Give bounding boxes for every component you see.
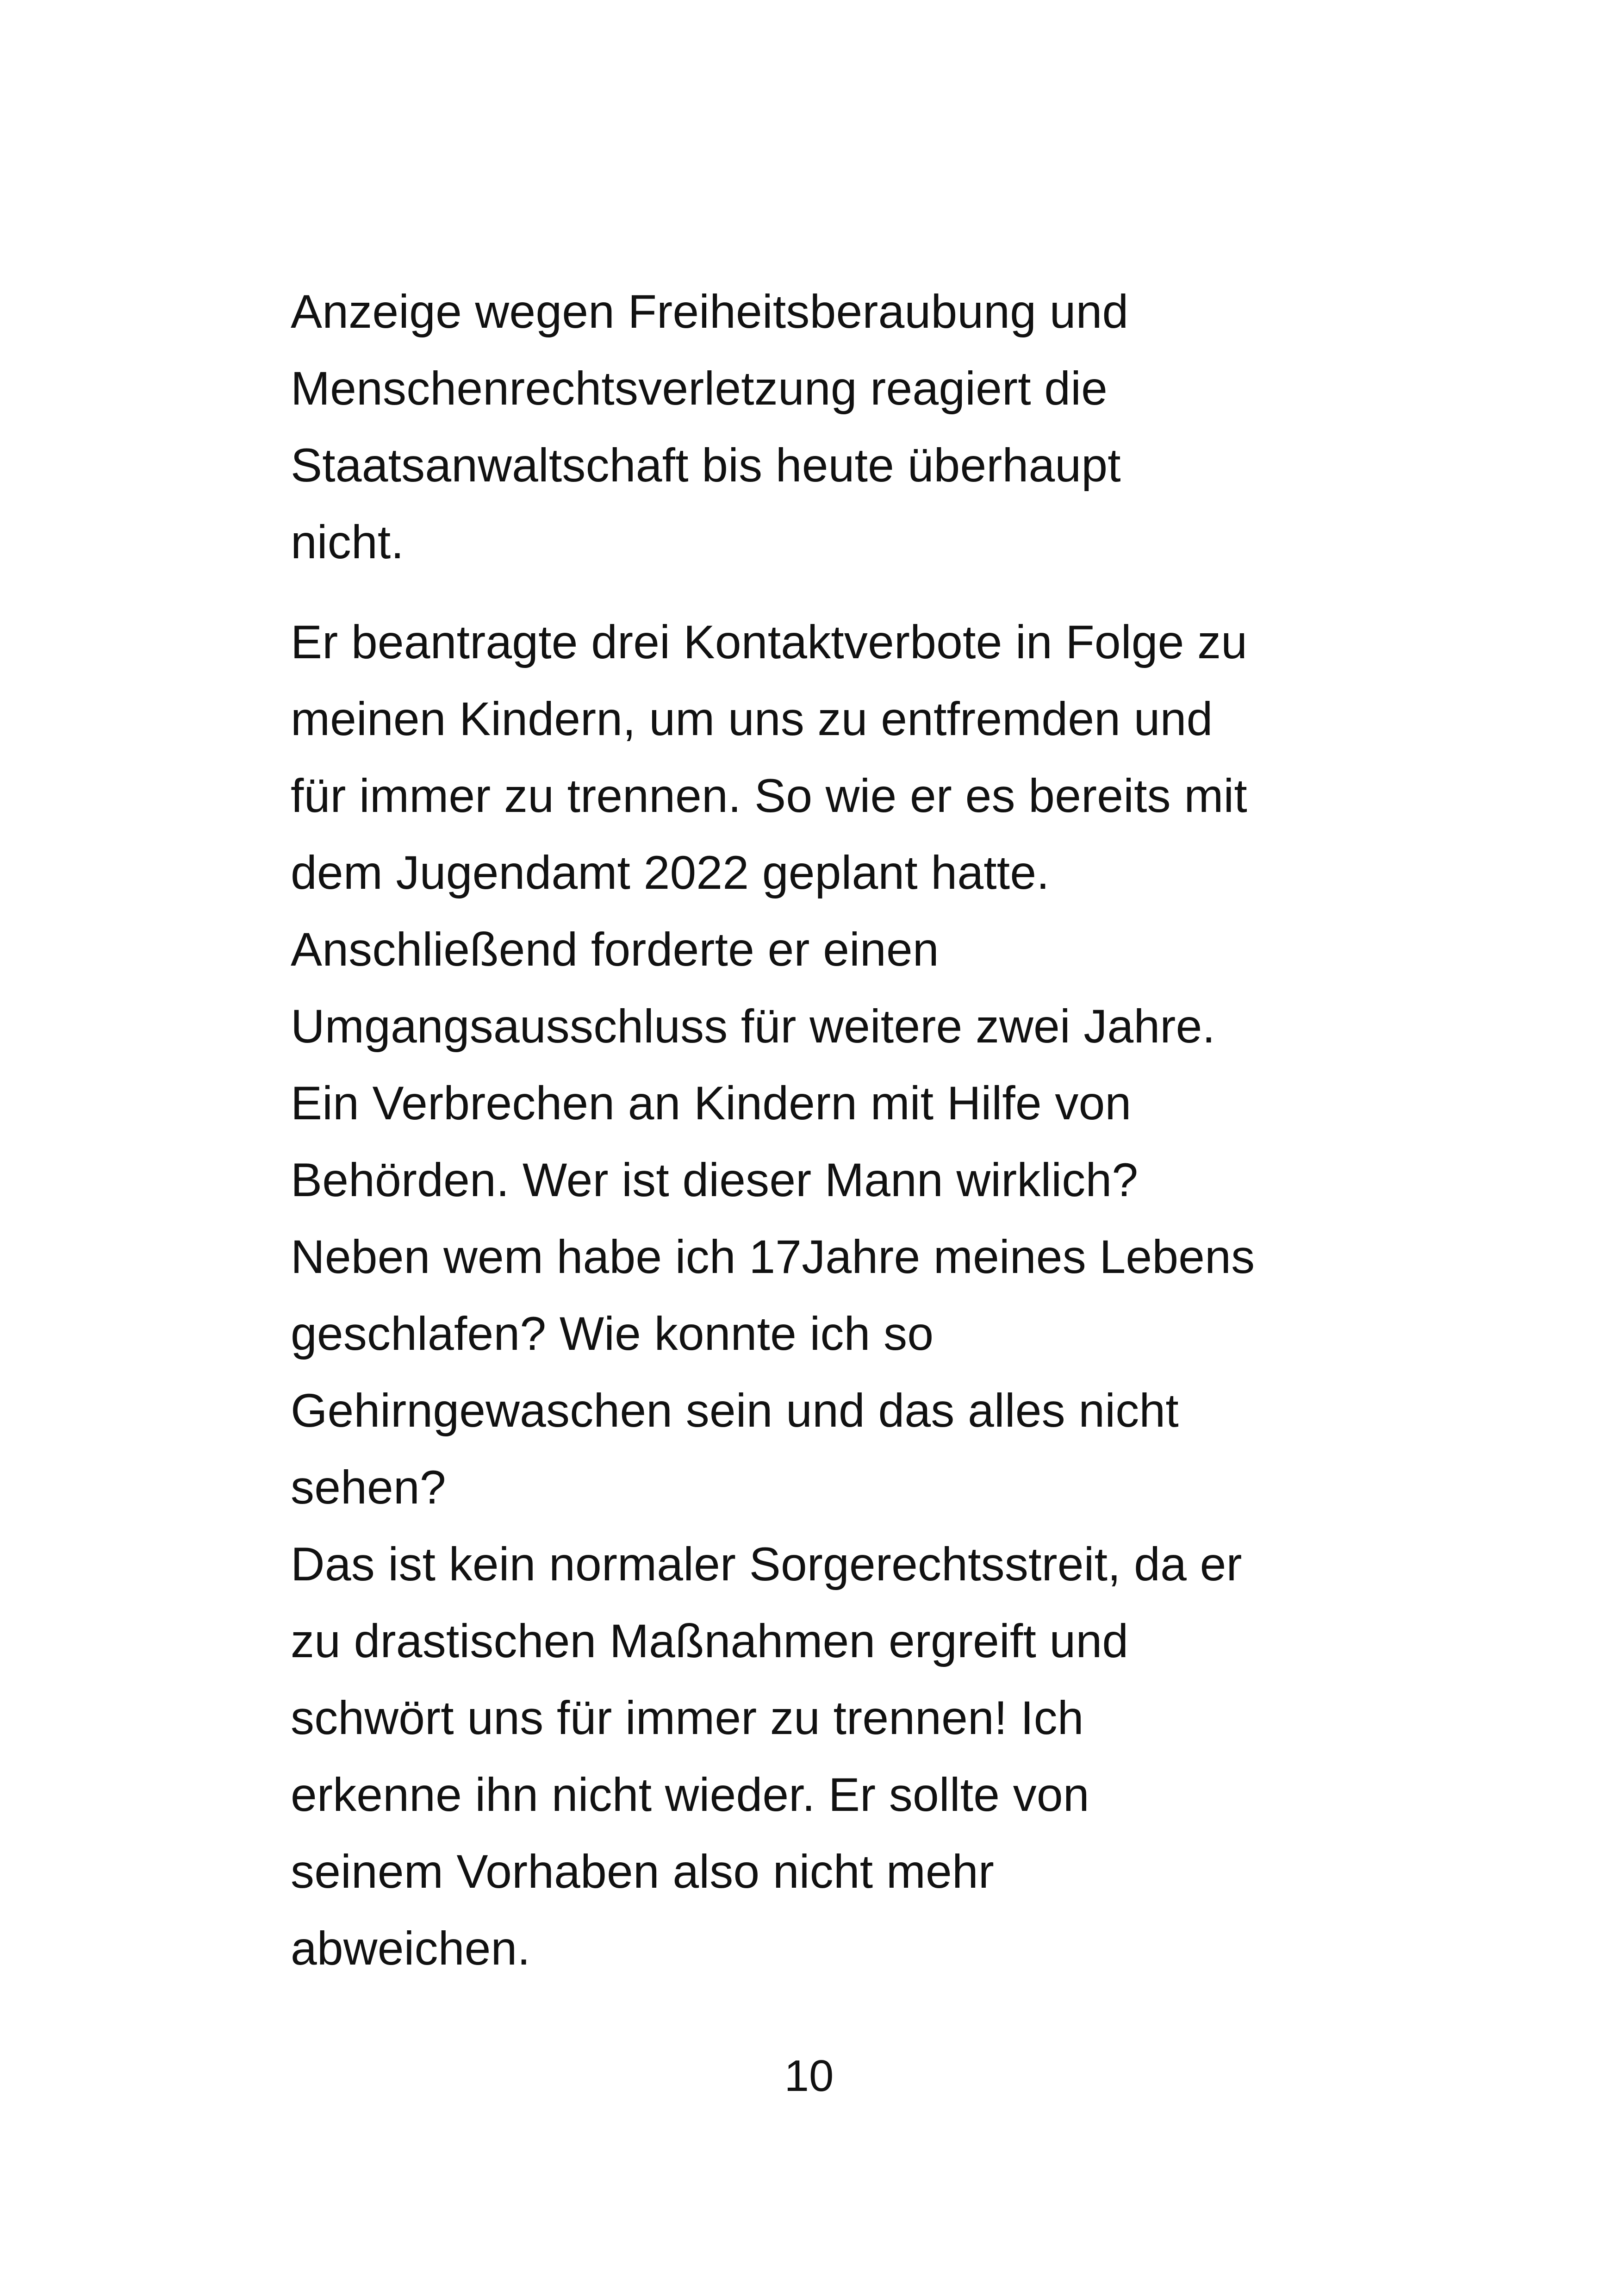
page-number: 10	[784, 2051, 834, 2101]
paragraph-spacer	[291, 580, 1355, 604]
text-line: erkenne ihn nicht wieder. Er sollte von	[291, 1768, 1089, 1821]
text-line: Das ist kein normaler Sorgerechtsstreit, da er	[291, 1538, 1242, 1591]
paragraph-2	[291, 604, 1355, 1987]
text-line: sehen?	[291, 1461, 446, 1514]
paragraph-1	[291, 273, 1355, 580]
text-line: Behörden. Wer ist dieser Mann wirklich?	[291, 1154, 1139, 1206]
text-line: geschlafen? Wie konnte ich so	[291, 1307, 934, 1360]
text-line: zu drastischen Maßnahmen ergreift und	[291, 1615, 1129, 1667]
text-line: seinem Vorhaben also nicht mehr	[291, 1845, 995, 1898]
text-line: schwört uns für immer zu trennen! Ich	[291, 1691, 1084, 1744]
text-line: nicht.	[291, 516, 404, 568]
text-line: Anzeige wegen Freiheitsberaubung und	[291, 285, 1129, 338]
body-text	[291, 273, 1355, 1987]
text-line: Gehirngewaschen sein und das alles nicht	[291, 1384, 1179, 1437]
text-line: Umgangsausschluss für weitere zwei Jahre.	[291, 1000, 1216, 1053]
text-line: Anschließend forderte er einen	[291, 923, 939, 976]
text-line: Staatsanwaltschaft bis heute überhaupt	[291, 439, 1121, 492]
text-line: Er beantragte drei Kontaktverbote in Folge zu	[291, 616, 1248, 668]
text-line: Ein Verbrechen an Kindern mit Hilfe von	[291, 1077, 1132, 1129]
text-line: abweichen.	[291, 1922, 531, 1975]
text-line: meinen Kindern, um uns zu entfremden und	[291, 693, 1213, 745]
text-line: Menschenrechtsverletzung reagiert die	[291, 362, 1108, 415]
text-line: für immer zu trennen. So wie er es bereits mit	[291, 769, 1247, 822]
text-line: dem Jugendamt 2022 geplant hatte.	[291, 846, 1050, 899]
text-line: Neben wem habe ich 17Jahre meines Lebens	[291, 1230, 1255, 1283]
